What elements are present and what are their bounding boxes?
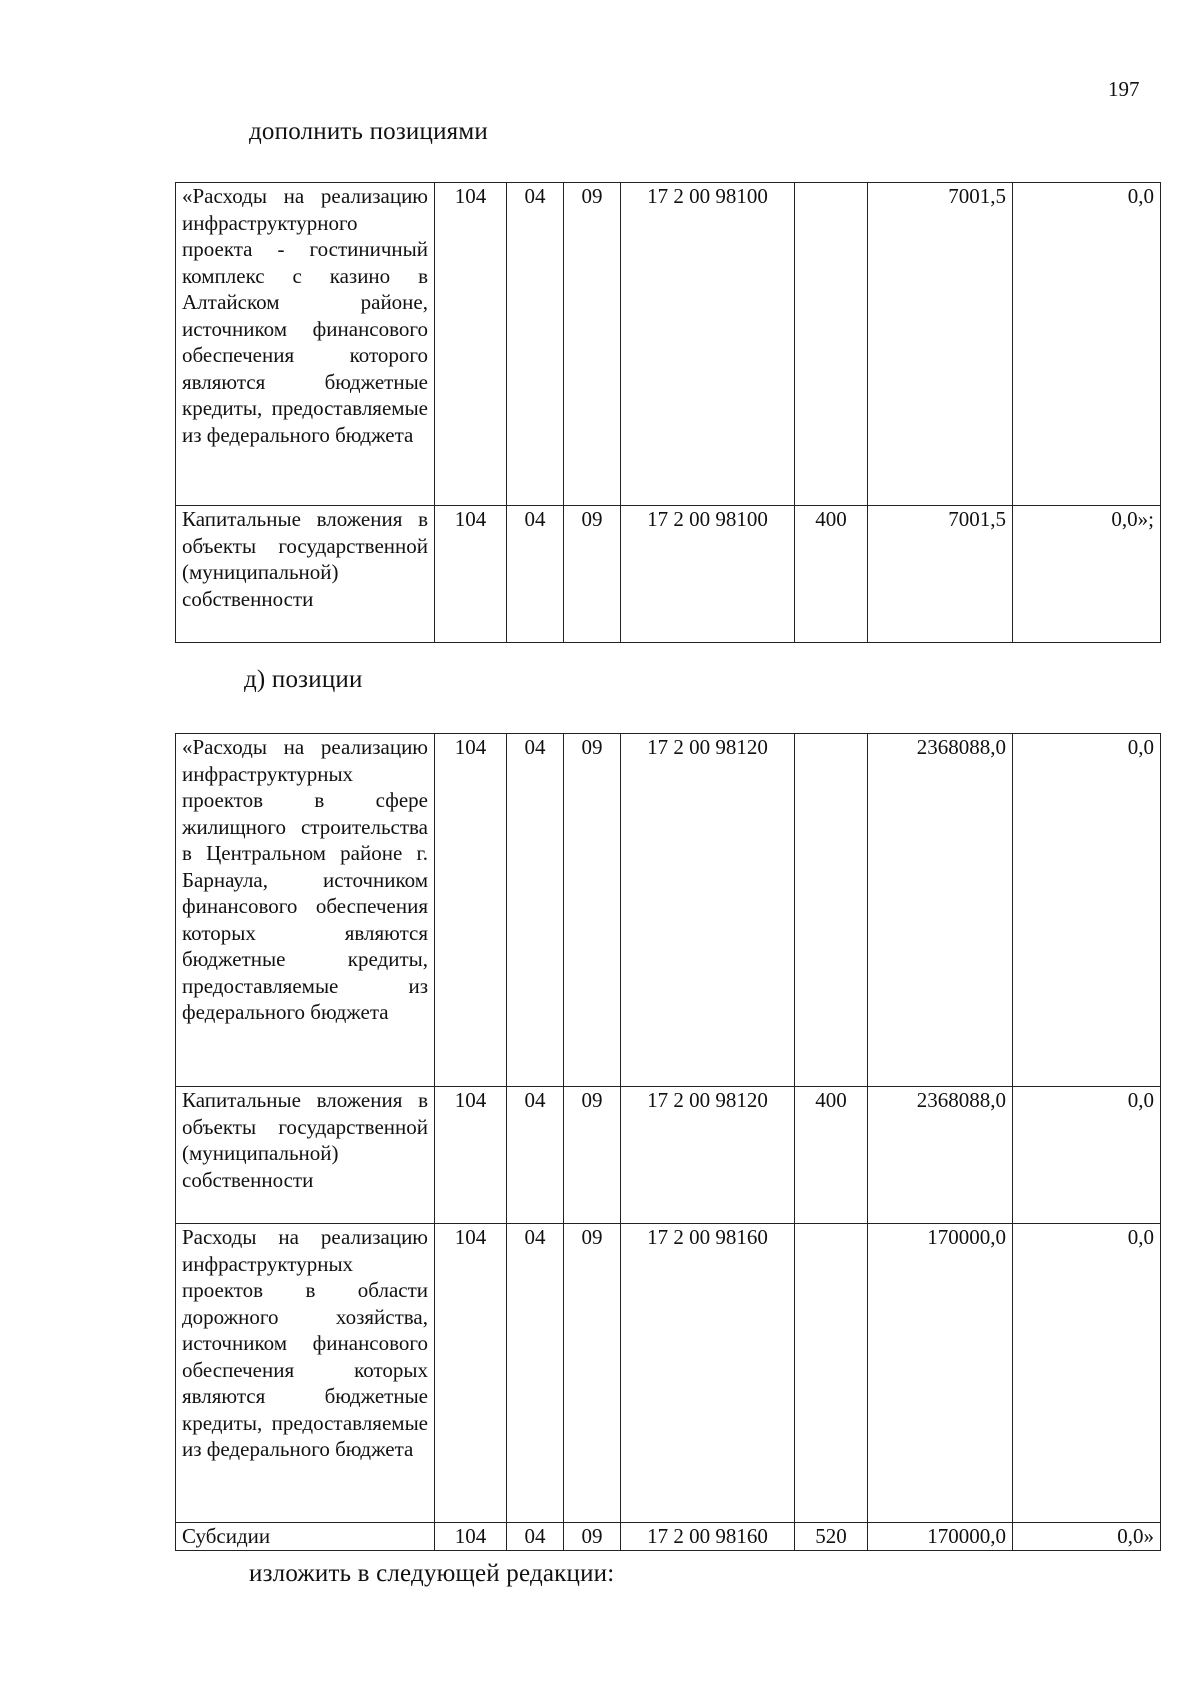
target-code: 17 2 00 98120 xyxy=(621,734,795,1087)
expense-name: Субсидии xyxy=(176,1523,435,1551)
subsection-code: 09 xyxy=(564,183,621,506)
amount-2: 0,0 xyxy=(1013,183,1161,506)
expense-type-code: 520 xyxy=(795,1523,868,1551)
amount-1: 7001,5 xyxy=(868,506,1013,643)
page-number: 197 xyxy=(1108,77,1140,101)
target-code: 17 2 00 98160 xyxy=(621,1523,795,1551)
ministry-code: 104 xyxy=(435,506,507,643)
expense-name: «Расходы на реализацию инфраструктурного проекта - гостиничный комплекс с казино в Алтайском районе, источником финансового обеспечения которого являются бюджетные кредиты, предоставляемые из федерального бюджета xyxy=(176,183,435,506)
target-code: 17 2 00 98120 xyxy=(621,1087,795,1224)
table-row xyxy=(176,1523,1161,1551)
amount-2: 0,0» xyxy=(1013,1523,1161,1551)
paragraph-new-wording: изложить в следующей редакции: xyxy=(249,1560,615,1587)
expense-name: Расходы на реализацию инфраструктурных проектов в области дорожного хозяйства, источником финансового обеспечения которых являются бюджетные кредиты, предоставляемые из федерального бюджета xyxy=(176,1224,435,1523)
target-code: 17 2 00 98100 xyxy=(621,506,795,643)
amount-2: 0,0 xyxy=(1013,734,1161,1087)
expense-type-code xyxy=(795,183,868,506)
ministry-code: 104 xyxy=(435,1224,507,1523)
expense-name: «Расходы на реализацию инфраструктурных проектов в сфере жилищного строительства в Центральном районе г. Барнаула, источником финансового обеспечения которых являются бюджетные кредиты, предоставляемые из федерального бюджета xyxy=(176,734,435,1087)
amount-1: 2368088,0 xyxy=(868,1087,1013,1224)
amount-1: 170000,0 xyxy=(868,1224,1013,1523)
ministry-code: 104 xyxy=(435,183,507,506)
paragraph-positions: д) позиции xyxy=(244,666,363,693)
section-code: 04 xyxy=(507,506,564,643)
paragraph-add-positions: дополнить позициями xyxy=(249,118,488,145)
subsection-code: 09 xyxy=(564,506,621,643)
expense-type-code: 400 xyxy=(795,506,868,643)
section-code: 04 xyxy=(507,1224,564,1523)
table-row xyxy=(176,1087,1161,1224)
amount-2: 0,0 xyxy=(1013,1224,1161,1523)
budget-table-2 xyxy=(175,733,1161,1551)
target-code: 17 2 00 98160 xyxy=(621,1224,795,1523)
expense-name: Капитальные вложения в объекты государственной (муниципальной) собственности xyxy=(176,506,435,643)
expense-type-code: 400 xyxy=(795,1087,868,1224)
subsection-code: 09 xyxy=(564,1087,621,1224)
amount-2: 0,0 xyxy=(1013,1087,1161,1224)
table-row xyxy=(176,1224,1161,1523)
budget-table-1 xyxy=(175,182,1161,643)
subsection-code: 09 xyxy=(564,1224,621,1523)
expense-type-code xyxy=(795,734,868,1087)
expense-type-code xyxy=(795,1224,868,1523)
ministry-code: 104 xyxy=(435,1523,507,1551)
subsection-code: 09 xyxy=(564,1523,621,1551)
amount-2: 0,0»; xyxy=(1013,506,1161,643)
section-code: 04 xyxy=(507,1087,564,1224)
table-row xyxy=(176,734,1161,1087)
expense-name: Капитальные вложения в объекты государственной (муниципальной) собственности xyxy=(176,1087,435,1224)
table-row xyxy=(176,506,1161,643)
section-code: 04 xyxy=(507,734,564,1087)
amount-1: 170000,0 xyxy=(868,1523,1013,1551)
section-code: 04 xyxy=(507,183,564,506)
ministry-code: 104 xyxy=(435,1087,507,1224)
ministry-code: 104 xyxy=(435,734,507,1087)
subsection-code: 09 xyxy=(564,734,621,1087)
section-code: 04 xyxy=(507,1523,564,1551)
target-code: 17 2 00 98100 xyxy=(621,183,795,506)
amount-1: 7001,5 xyxy=(868,183,1013,506)
amount-1: 2368088,0 xyxy=(868,734,1013,1087)
table-row xyxy=(176,183,1161,506)
